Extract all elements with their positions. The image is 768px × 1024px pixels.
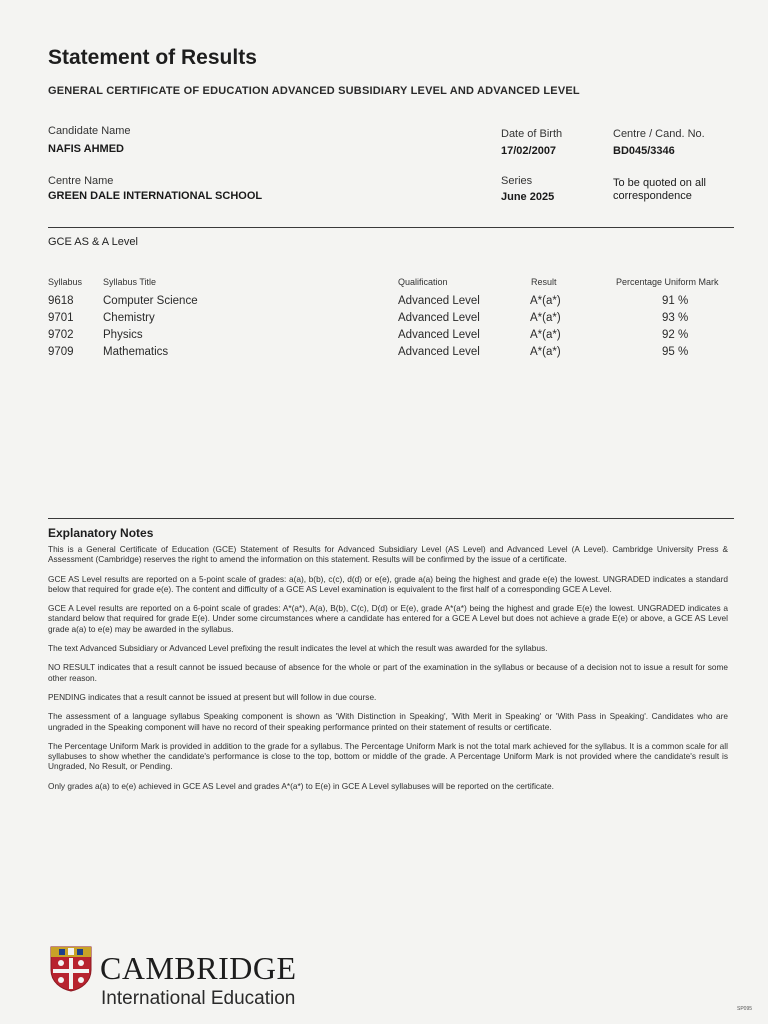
table-row — [0, 312, 768, 329]
page-title: Statement of Results — [48, 46, 257, 69]
candidate-name-label: Candidate Name — [48, 125, 131, 137]
series-value: June 2025 — [501, 191, 555, 203]
dob-value: 17/02/2007 — [501, 145, 557, 157]
results-section-title: GCE AS & A Level — [48, 236, 138, 248]
centre-name-label: Centre Name — [48, 175, 114, 187]
form-code: SP095 — [737, 1006, 753, 1012]
quote-note-line1: To be quoted on all — [613, 177, 706, 189]
centre-cand-value: BD045/3346 — [613, 145, 675, 157]
notes-title: Explanatory Notes — [48, 526, 154, 540]
col-syllabus: Syllabus — [48, 277, 83, 287]
divider-top — [48, 227, 734, 228]
col-pum: Percentage Uniform Mark — [616, 277, 719, 287]
notes-paragraph: NO RESULT indicates that a result cannot be issued because of absence for the whole or part of the examination in the syllabus or because of a decision not to issue a result for some other reason. — [48, 662, 728, 683]
page-subtitle: GENERAL CERTIFICATE OF EDUCATION ADVANCED SUBSIDIARY LEVEL AND ADVANCED LEVEL — [48, 85, 580, 97]
pum-value: 95 % — [662, 346, 689, 358]
syllabus-title: Mathematics — [103, 346, 169, 358]
result-grade: A*(a*) — [530, 295, 561, 307]
centre-cand-label: Centre / Cand. No. — [613, 128, 705, 140]
centre-name: GREEN DALE INTERNATIONAL SCHOOL — [48, 190, 263, 202]
qualification: Advanced Level — [398, 312, 480, 324]
notes-paragraph: The assessment of a language syllabus Speaking component is shown as 'With Distinction in Speaking', 'With Merit in Speaking' or 'With Pass in Speaking'. Candidates who are ungraded in the Speaking component will have no record of their speaking performance printed on their statement of results or certificate. — [48, 711, 728, 732]
notes-body — [48, 544, 728, 800]
notes-paragraph: GCE A Level results are reported on a 6-point scale of grades: A*(a*), A(a), B(b), C(c), D(d) or E(e), grade A*(a*) being the highest and grade E(e) the lowest. UNGRADED indicates a standard below that required for grade E(e). Under some circumstances where a candidate has entered for a GCE A Level but does not achieve a grade E(e) or above, a GCE AS Level grade a(a) to e(e) may be awarded in the syllabus. — [48, 603, 728, 634]
brand-name: CAMBRIDGE — [100, 950, 297, 986]
table-row — [0, 329, 768, 346]
qualification: Advanced Level — [398, 329, 480, 341]
notes-paragraph: PENDING indicates that a result cannot be issued at present but will follow in due course. — [48, 691, 377, 702]
result-grade: A*(a*) — [530, 329, 561, 341]
cambridge-shield-icon — [50, 946, 92, 997]
pum-value: 92 % — [662, 329, 689, 341]
qualification: Advanced Level — [398, 295, 480, 307]
result-grade: A*(a*) — [530, 346, 561, 358]
table-row — [0, 346, 768, 363]
pum-value: 93 % — [662, 312, 689, 324]
brand-subtitle: International Education — [101, 988, 296, 1009]
col-syllabus-title: Syllabus Title — [103, 277, 157, 287]
syllabus-title: Computer Science — [103, 295, 198, 307]
notes-paragraph: This is a General Certificate of Education (GCE) Statement of Results for Advanced Subsidiary Level (AS Level) and Advanced Level (A Level). Cambridge University Press & Assessment (Cambridge) reserves the right to amend the information on this statement. Results will be confirmed by the issue of a certificate. — [48, 544, 728, 565]
series-label: Series — [501, 175, 533, 187]
qualification: Advanced Level — [398, 346, 480, 358]
syllabus-code: 9702 — [48, 329, 74, 341]
syllabus-title: Physics — [103, 329, 143, 341]
pum-value: 91 % — [662, 295, 689, 307]
syllabus-title: Chemistry — [103, 312, 155, 324]
result-grade: A*(a*) — [530, 312, 561, 324]
syllabus-code: 9618 — [48, 295, 74, 307]
notes-paragraph: GCE AS Level results are reported on a 5-point scale of grades: a(a), b(b), c(c), d(d) or e(e), grade a(a) being the highest and grade e(e) the lowest. UNGRADED indicates a standard below that required for grade e(e). The content and difficulty of a GCE AS Level examination is equivalent to the first half of a corresponding GCE A Level. — [48, 573, 728, 594]
syllabus-code: 9701 — [48, 312, 74, 324]
syllabus-code: 9709 — [48, 346, 74, 358]
quote-note — [613, 177, 706, 203]
col-result: Result — [531, 277, 557, 287]
notes-paragraph: The text Advanced Subsidiary or Advanced Level prefixing the result indicates the level at which the result was awarded for the syllabus. — [48, 643, 548, 654]
notes-paragraph: The Percentage Uniform Mark is provided in addition to the grade for a syllabus. The Percentage Uniform Mark is not the total mark achieved for the syllabus. It is a common scale for all syllabuses to show whether the candidate's performance is close to the top, bottom or middle of the grade. A Percentage Uniform Mark is not provided where the candidate's result is Ungraded, No Result, or Pending. — [48, 740, 728, 772]
divider-notes — [48, 518, 734, 519]
col-qualification: Qualification — [398, 277, 448, 287]
quote-note-line2: correspondence — [613, 190, 692, 202]
candidate-name: NAFIS AHMED — [48, 143, 124, 155]
table-row — [0, 295, 768, 312]
dob-label: Date of Birth — [501, 128, 563, 140]
notes-paragraph: Only grades a(a) to e(e) achieved in GCE AS Level and grades A*(a*) to E(e) in GCE A Level syllabuses will be reported on the certificate. — [48, 780, 554, 791]
